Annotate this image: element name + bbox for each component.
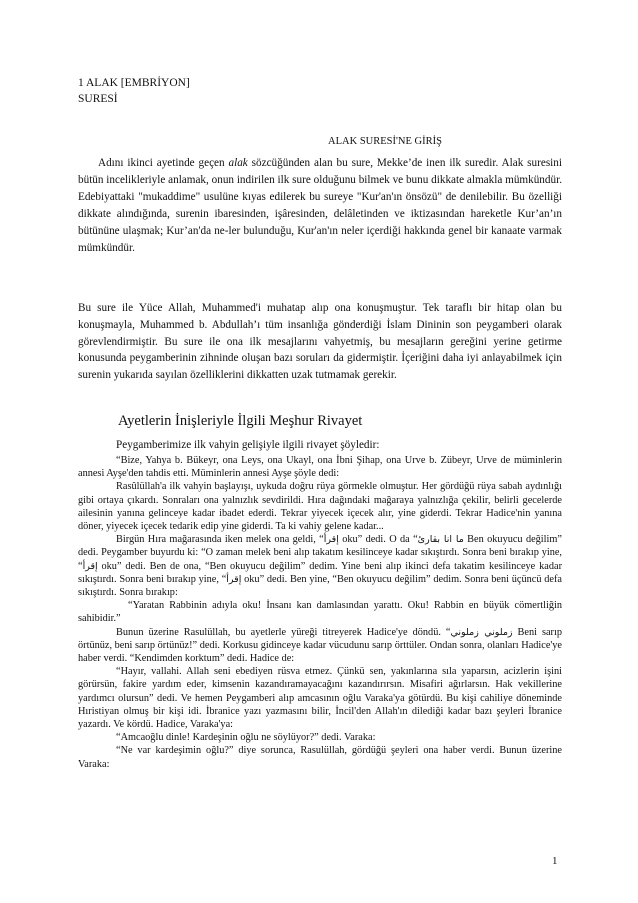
narrative-verse: “Yaratan Rabbinin adıyla oku! İnsanı kan damlasından yarattı. Oku! Rabbin en büyük cömertliğin sahibidir.”: [78, 600, 562, 625]
sura-header-line-1: 1 ALAK [EMBRİYON]: [78, 77, 190, 89]
narrative-paragraph-1: “Bize, Yahya b. Bükeyr, ona Leys, ona Ukayl, ona İbni Şihap, ona Urve b. Zübeyr, Urve de müminlerin annesi Ayşe'den tahdis etti. Müminlerin annesi Ayşe şöyle dedi:: [78, 455, 562, 480]
narrative-p3-c: Ben okuyucu değilim” dedi. Peygamber buyurdu ki: “O zaman melek beni alıp takatım kesilinceye kadar sıkıştırdı. Sonra beni bırakıp yine, “: [78, 534, 562, 572]
page-number: 1: [552, 855, 558, 867]
narrative-p3-d: oku” dedi. Ben de ona, “Ben okuyucu değilim” dedim. Yine beni alıp ikinci defa takatim kesilinceye kadar sıkıştırdı. Sonra beni bırakıp yine, “: [78, 560, 562, 585]
intro-section: [78, 155, 562, 257]
narrative-section: [78, 437, 562, 771]
sura-header-line-2: SURESİ: [78, 93, 118, 105]
narrative-p3-b: oku” dedi. O da “: [338, 534, 418, 546]
intro-emphasis: alak: [228, 157, 248, 169]
arabic-iqra-2: إقرأ: [82, 560, 98, 572]
narrative-paragraph-5: [78, 626, 562, 666]
narrative-p5-b: Beni sarıp örtünüz, beni sarıp örtünüz!” dedi. Korkusu gidinceye kadar vücudunu sarıp örttüler. Ondan sonra, olanları Hadice'ye haber verdi. “Kendimden korktum” dedi. Hadice de:: [78, 626, 562, 665]
subheading: Ayetlerin İnişleriyle İlgili Meşhur Rivayet: [118, 413, 363, 429]
section-title: ALAK SURESİ'NE GİRİŞ: [328, 136, 442, 147]
arabic-ma-ana-bi-qari: ما انا بقارئ: [417, 534, 464, 546]
arabic-iqra-3: إقرأ: [226, 573, 242, 585]
intro-text-pre: Adını ikinci ayetinde geçen: [98, 157, 229, 169]
narrative-paragraph-7: “Amcaoğlu dinle! Kardeşinin oğlu ne söylüyor?” dedi. Varaka:: [116, 732, 376, 744]
arabic-iqra-1: إقرأ: [323, 534, 339, 546]
second-paragraph: Bu sure ile Yüce Allah, Muhammed'i muhatap alıp ona konuşmuştur. Tek taraflı bir hitap olan bu konuşmayla, Muhammed b. Abdullah’ı tüm insanlığa gönderdiği İslam Dininin son peygamberi olarak görevlendirmiştir. Bu sure ile ona ilk mesajlarını vahyetmiş, bu mesajların gereğini yerine getirme konusunda peygamberinin zihninde oluşan bazı soruları da gidermiştir. İçeriğini daha iyi anlayabilmek için surenin yukarıda sayılan özelliklerini dikkatten uzak tutmamak gerekir.: [78, 302, 562, 382]
narrative-paragraph-3: [78, 533, 562, 599]
narrative-intro: Peygamberimize ilk vahyin gelişiyle ilgili rivayet şöyledir:: [116, 439, 380, 451]
narrative-paragraph-8: “Ne var kardeşimin oğlu?” diye sorunca, Rasulüllah, gördüğü şeyleri ona haber verdi. Bunun üzerine Varaka:: [78, 745, 562, 770]
narrative-paragraph-6: “Hayır, vallahi. Allah seni ebediyen rüsva etmez. Çünkü sen, yakınlarına sıla yaparsın, acizlerin işini görürsün, fakire yardım eder, kimsenin kazandıramayacağını kazandırırsın. Misafiri ağırlarsın. Hak vekillerine yardımcı olursun” dedi. Ve hemen Peygamberi alıp amcasının oğlu Varaka'ya götürdü. Bu kişi cahiliye döneminde Hıristiyan olmuş bir kişi idi. İbranice yazı yazmasını bilir, İncil'den Allah'ın dilediği kadar bazı şeyleri İbranice yazardı. Ve kördü. Hadice, Varaka'ya:: [78, 666, 562, 731]
intro-text-post: sözcüğünden alan bu sure, Mekke’de inen ilk suredir. Alak suresini bütün incelikleriyle anlamak, onun indirilen ilk sure olduğunu bilmek ve bunu dikkate almakla mümkündür. Edebiyattaki "mukaddime" usulüne kıyas edilerek bu sureye "Kur'an'ın önsözü" de denilebilir. Bu özelliği dikkate alındığında, surenin ibaresinden, işâresinden, delâletinden ve iktizasından hareketle Kur’an’ın bütününe ulaşmak; Kur’an'da ne-ler bulunduğu, Kur'an'ın neler içerdiği hakkında genel bir kanaate varmak mümkündür.: [78, 157, 562, 254]
narrative-paragraph-2: Rasûlüllah'a ilk vahyin başlayışı, uykuda doğru rüya görmekle olmuştur. Her gördüğü rüya sabah aydınlığı gibi ortaya çıkardı. Sonraları ona yalnızlık sevdirildi. Hıra dağındaki mağaraya yalnızlığa çekilir, belirli gecelerde ailesinin yanına gelinceye kadar ibadet ederdi. Tekrar yiyecek içecek alır, yine giderdi. Tekrar Hadice'nin yanına döner, yiyecek içecek tedarik edip yine giderdi. Ta ki vahiy gelene kadar...: [78, 481, 562, 533]
narrative-p5-a: Bunun üzerine Rasulüllah, bu ayetlerle yüreği titreyerek Hadice'ye döndü. “: [116, 626, 451, 638]
narrative-p3-e: oku” dedi. Ben yine, “Ben okuyucu değilim” dedim. Sonra beni üçüncü defa sıkıştırdı. Sonra bırakıp:: [78, 573, 562, 599]
sura-header: [78, 75, 562, 107]
arabic-zammiluni: زملوني زملوني: [450, 626, 513, 638]
narrative-p3-a: Birgün Hıra mağarasında iken melek ona geldi, “: [116, 534, 324, 546]
second-section: [78, 300, 562, 384]
intro-paragraph: [78, 155, 562, 257]
